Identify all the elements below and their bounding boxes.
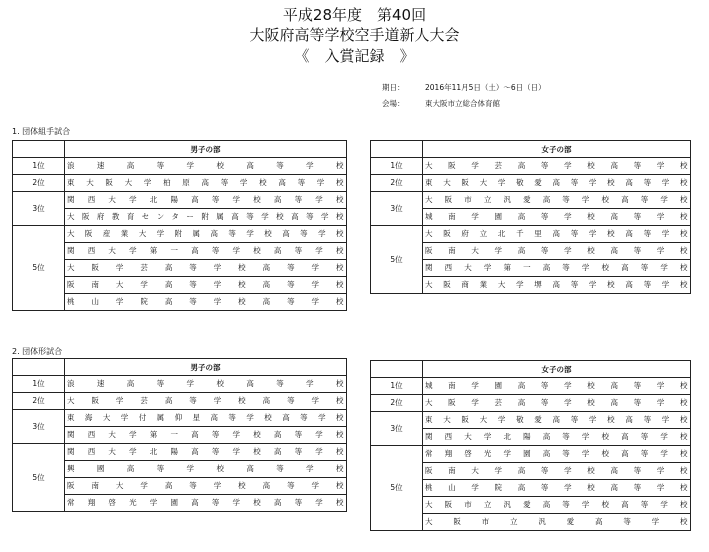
school-cell: 大阪学芸高等学校高等学校 [423, 395, 691, 412]
table-row [371, 175, 691, 192]
school-cell: 常翔啓光学園高等学校高等学校 [423, 446, 691, 463]
table-header-row [13, 359, 347, 376]
school-cell: 大阪市立汎愛高等学校 [423, 514, 691, 531]
boys-heading: 男子の部 [65, 359, 347, 376]
venue-label: 会場： [382, 99, 405, 108]
school-cell: 大阪学芸高等学校高等学校 [65, 260, 347, 277]
rank-cell: 1位 [371, 158, 423, 175]
table-row [13, 226, 347, 243]
school-cell: 大阪府教育センター附属高等学校高等学校 [65, 209, 347, 226]
table-row [371, 158, 691, 175]
table-header-row [13, 141, 347, 158]
school-cell: 大阪産業大学附属高等学校高等学校 [65, 226, 347, 243]
rank-cell: 5位 [371, 226, 423, 294]
rank-cell: 2位 [371, 175, 423, 192]
school-cell: 大阪学芸高等学校高等学校 [65, 393, 347, 410]
rank-cell: 3位 [13, 410, 65, 444]
table-row [371, 192, 691, 209]
school-cell: 関西大学第一高等学校高等学校 [423, 260, 691, 277]
table-row [13, 376, 347, 393]
school-cell: 関西大学北陽高等学校高等学校 [65, 444, 347, 461]
school-cell: 阪南大学高等学校高等学校 [65, 478, 347, 495]
school-cell: 城南学園高等学校高等学校 [423, 378, 691, 395]
rank-cell: 2位 [13, 175, 65, 192]
girls-heading: 女子の部 [423, 361, 691, 378]
school-cell: 大阪商業大学堺高等学校高等学校 [423, 277, 691, 294]
header-blank-cell [371, 361, 423, 378]
kumite-girls-table [370, 140, 691, 294]
rank-cell: 2位 [13, 393, 65, 410]
table-row [371, 412, 691, 429]
table-row [371, 395, 691, 412]
table-row [13, 158, 347, 175]
table-row [371, 378, 691, 395]
table-row [13, 175, 347, 192]
school-cell: 桃山学院高等学校高等学校 [65, 294, 347, 311]
table-row [13, 393, 347, 410]
date-value: 2016年11月5日（土）～6日（日） [425, 83, 546, 92]
document-title-line-3: 《 入賞記録 》 [294, 47, 415, 65]
boys-heading: 男子の部 [65, 141, 347, 158]
section-label-kata: 2. 団体形試合 [12, 347, 63, 356]
table-row [13, 410, 347, 427]
section-label-kumite: 1. 団体組手試合 [12, 127, 71, 136]
school-cell: 阪南大学高等学校高等学校 [423, 243, 691, 260]
header-blank-cell [13, 359, 65, 376]
date-label: 期日： [382, 83, 405, 92]
table-row [371, 446, 691, 463]
school-cell: 桃山学院高等学校高等学校 [423, 480, 691, 497]
school-cell: 浪速高等学校高等学校 [65, 158, 347, 175]
school-cell: 常翔啓光学園高等学校高等学校 [65, 495, 347, 512]
girls-heading: 女子の部 [423, 141, 691, 158]
document-title-line-2: 大阪府高等学校空手道新人大会 [249, 26, 460, 44]
table-header-row [371, 361, 691, 378]
kata-girls-table [370, 360, 691, 531]
school-cell: 関西大学第一高等学校高等学校 [65, 427, 347, 444]
rank-cell: 1位 [371, 378, 423, 395]
school-cell: 東大阪大学敬愛高等学校高等学校 [423, 412, 691, 429]
school-cell: 大阪学芸高等学校高等学校 [423, 158, 691, 175]
rank-cell: 3位 [13, 192, 65, 226]
rank-cell: 5位 [13, 226, 65, 311]
school-cell: 大阪府立北千里高等学校高等学校 [423, 226, 691, 243]
school-cell: 大阪市立汎愛高等学校高等学校 [423, 192, 691, 209]
table-row [371, 226, 691, 243]
rank-cell: 2位 [371, 395, 423, 412]
school-cell: 東大阪大学敬愛高等学校高等学校 [423, 175, 691, 192]
rank-cell: 5位 [13, 444, 65, 512]
school-cell: 阪南大学高等学校高等学校 [423, 463, 691, 480]
school-cell: 大阪市立汎愛高等学校高等学校 [423, 497, 691, 514]
header-blank-cell [371, 141, 423, 158]
school-cell: 阪南大学高等学校高等学校 [65, 277, 347, 294]
table-row [13, 192, 347, 209]
kumite-boys-table [12, 140, 347, 311]
rank-cell: 1位 [13, 376, 65, 393]
document-title-line-1: 平成28年度 第40回 [282, 6, 427, 24]
school-cell: 東海大学付属仰星高等学校高等学校 [65, 410, 347, 427]
kata-boys-table [12, 358, 347, 512]
rank-cell: 1位 [13, 158, 65, 175]
school-cell: 関西大学北陽高等学校高等学校 [65, 192, 347, 209]
school-cell: 東大阪大学柏原高等学校高等学校 [65, 175, 347, 192]
school-cell: 関西大学北陽高等学校高等学校 [423, 429, 691, 446]
rank-cell: 5位 [371, 446, 423, 531]
table-header-row [371, 141, 691, 158]
rank-cell: 3位 [371, 192, 423, 226]
header-blank-cell [13, 141, 65, 158]
rank-cell: 3位 [371, 412, 423, 446]
school-cell: 浪速高等学校高等学校 [65, 376, 347, 393]
table-row [13, 444, 347, 461]
venue-value: 東大阪市立総合体育館 [425, 99, 500, 108]
school-cell: 関西大学第一高等学校高等学校 [65, 243, 347, 260]
school-cell: 興國高等学校高等学校 [65, 461, 347, 478]
school-cell: 城南学園高等学校高等学校 [423, 209, 691, 226]
